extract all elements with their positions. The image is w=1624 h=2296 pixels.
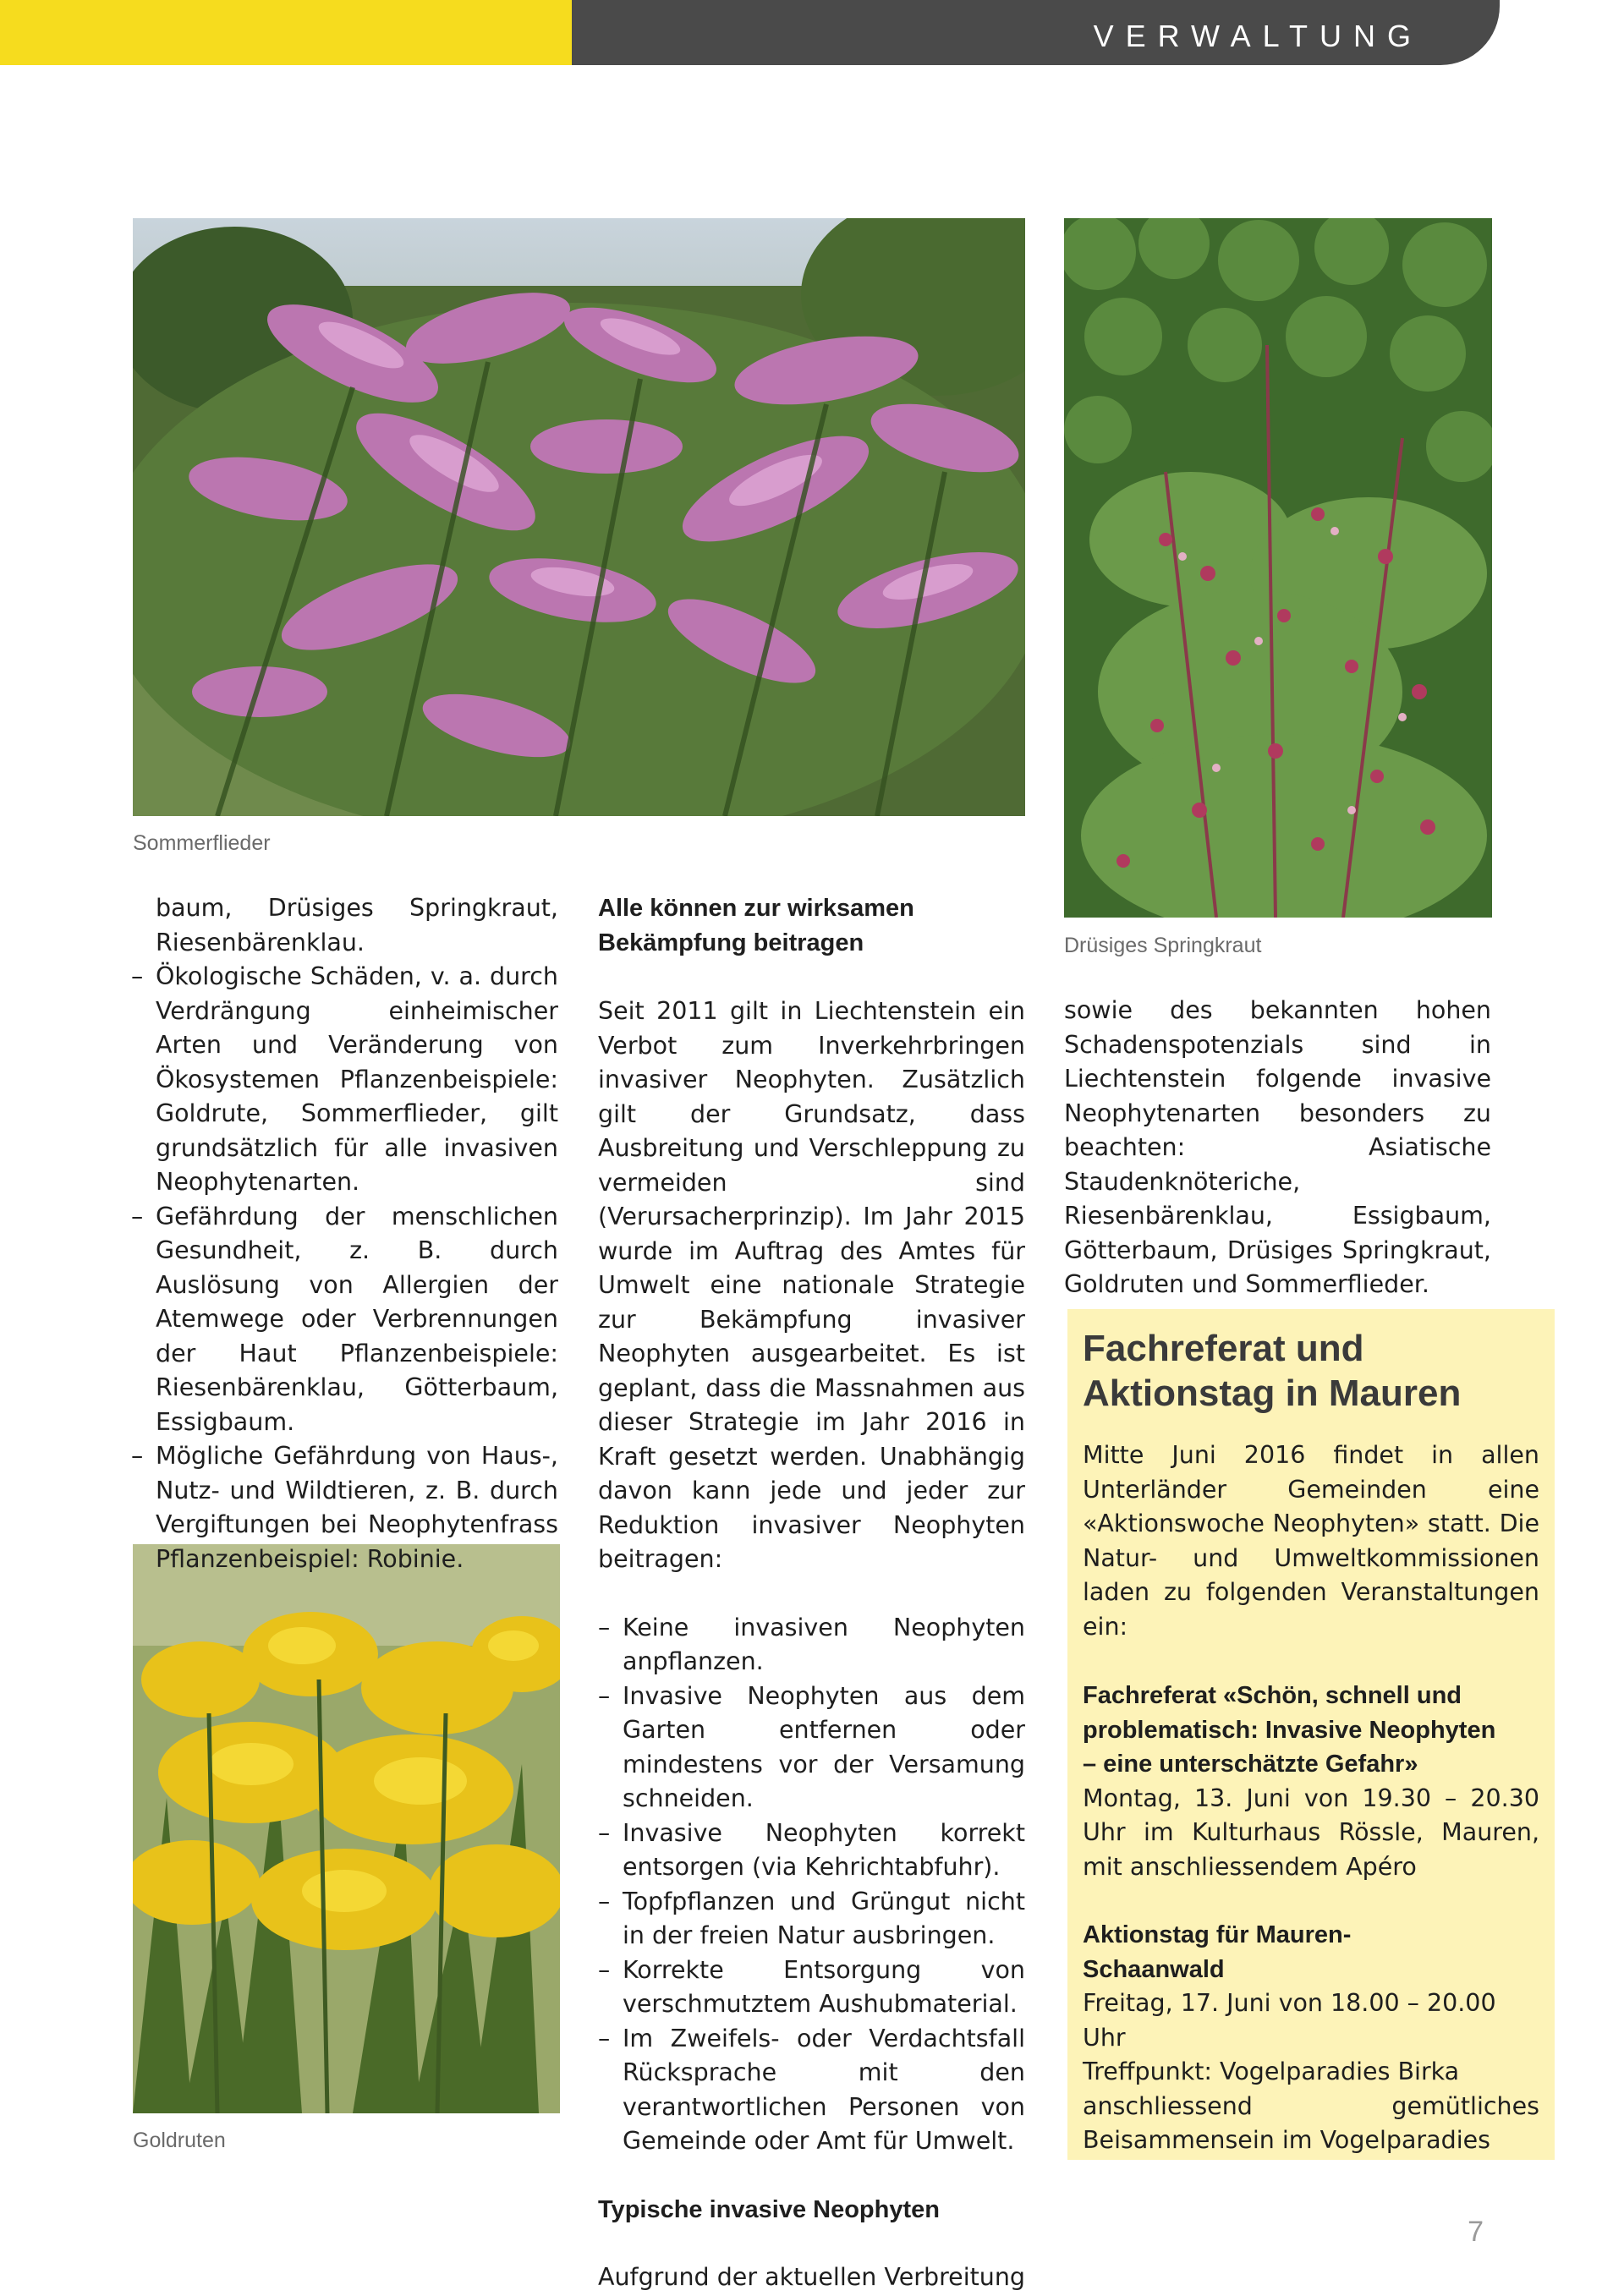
- header-accent-bar: [0, 0, 572, 65]
- event-2-date: Freitag, 17. Juni von 18.00 – 20.00 Uhr: [1083, 1989, 1496, 2052]
- column-2: [598, 891, 1025, 2295]
- list-item: – Invasive Neophyten aus dem Garten entfernen oder mindestens vor der Versamung schneiden.: [598, 1680, 1025, 1817]
- list-item: – Mögliche Gefährdung von Haus-, Nutz- und Wildtieren, z. B. durch Vergiftungen bei Neophytenfrass Pflanzenbeispiel: Robinie.: [131, 1439, 558, 1576]
- event-box: [1067, 1309, 1555, 2160]
- section-title: VERWALTUNG: [1093, 19, 1423, 53]
- springkraut-photo: [1064, 218, 1492, 918]
- column-1: [156, 891, 558, 960]
- list-item: – Keine invasiven Neophyten anpflanzen.: [598, 1611, 1025, 1680]
- list-item: – Im Zweifels- oder Verdachtsfall Rücksprache mit den verantwortlichen Personen von Gemeinde oder Amt für Umwelt.: [598, 2022, 1025, 2159]
- event-box-title: [1083, 1326, 1539, 1416]
- springkraut-caption: Drüsiges Springkraut: [1064, 934, 1262, 957]
- col1-damage-list: [131, 960, 558, 1576]
- event-2-afterwards: anschliessend gemütliches Beisammensein im Vogelparadies: [1083, 2091, 1539, 2154]
- event-1-details: Montag, 13. Juni von 19.30 – 20.30 Uhr im Kulturhaus Rössle, Mauren, mit anschliessendem Apéro: [1083, 1784, 1539, 1881]
- event-2-meeting-point: Treffpunkt: Vogelparadies Birka: [1083, 2058, 1460, 2085]
- goldruten-caption: Goldruten: [133, 2129, 226, 2152]
- event-2-heading: Aktionstag für Mauren-Schaanwald: [1083, 1921, 1352, 1983]
- list-item: – Korrekte Entsorgung von verschmutztem Aushubmaterial.: [598, 1954, 1025, 2022]
- event-box-title-line-2: Aktionstag in Mauren: [1083, 1373, 1462, 1414]
- list-item: – Gefährdung der menschlichen Gesundheit, z. B. durch Auslösung von Allergien der Atemwege oder Verbrennungen der Haut Pflanzenbeispiele: Riesenbärenklau, Götterbaum, Essigbaum.: [131, 1200, 558, 1440]
- col2-heading-2: Typische invasive Neophyten: [598, 2195, 940, 2223]
- column-3: [1064, 994, 1491, 1302]
- event-box-title-line-1: Fachreferat und: [1083, 1328, 1364, 1369]
- list-item: – Invasive Neophyten korrekt entsorgen (via Kehrichtabfuhr).: [598, 1817, 1025, 1885]
- col2-paragraph: Seit 2011 gilt in Liechtenstein ein Verbot zum Inverkehrbringen invasiver Neophyten. Zusätzlich gilt der Grundsatz, dass Ausbreitung und Verschleppung zu vermeiden sind (Verursacherprinzip). Im Jahr 2015 wurde im Auftrag des Amtes für Umwelt eine nationale Strategie zur Bekämpfung invasiver Neophyten ausgearbeitet. Es ist geplant, dass die Massnahmen aus dieser Strategie im Jahr 2016 in Kraft gesetzt werden. Unabhängig davon kann jede und jeder zur Reduktion invasiver Neophyten beitragen:: [598, 997, 1025, 1573]
- list-item: – Topfpflanzen und Grüngut nicht in der freien Natur ausbringen.: [598, 1885, 1025, 1954]
- col2-action-list: [598, 1611, 1025, 2159]
- sommerflieder-caption: Sommerflieder: [133, 831, 271, 855]
- col2-heading: Alle können zur wirksamen Bekämpfung beitragen: [598, 895, 914, 956]
- col2-paragraph-2: Aufgrund der aktuellen Verbreitung: [598, 2263, 1025, 2291]
- col1-intro: baum, Drüsiges Springkraut, Riesenbärenklau.: [156, 894, 558, 956]
- col3-paragraph: sowie des bekannten hohen Schadenspotenzials sind in Liechtenstein folgende invasive Neophytenarten besonders zu beachten: Asiatische Staudenknöteriche, Riesenbärenklau, Essigbaum, Götterbaum, Drüsiges Springkraut, Goldruten und Sommerflieder.: [1064, 996, 1491, 1298]
- event-1-heading: Fachreferat «Schön, schnell und problematisch: Invasive Neophyten – eine unterschätzte Gefahr»: [1083, 1682, 1496, 1778]
- list-item: – Ökologische Schäden, v. a. durch Verdrängung einheimischer Arten und Veränderung von Ökosystemen Pflanzenbeispiele: Goldrute, Sommerflieder, gilt grundsätzlich für alle invasiven Neophytenarten.: [131, 960, 558, 1200]
- page-number: 7: [1468, 2216, 1484, 2248]
- event-box-intro: Mitte Juni 2016 findet in allen Unterländer Gemeinden eine «Aktionswoche Neophyten» statt. Die Natur- und Umweltkommissionen laden zu folgenden Veranstaltungen ein:: [1083, 1441, 1539, 1641]
- goldruten-photo: [133, 1544, 560, 2113]
- sommerflieder-photo: [133, 218, 1025, 816]
